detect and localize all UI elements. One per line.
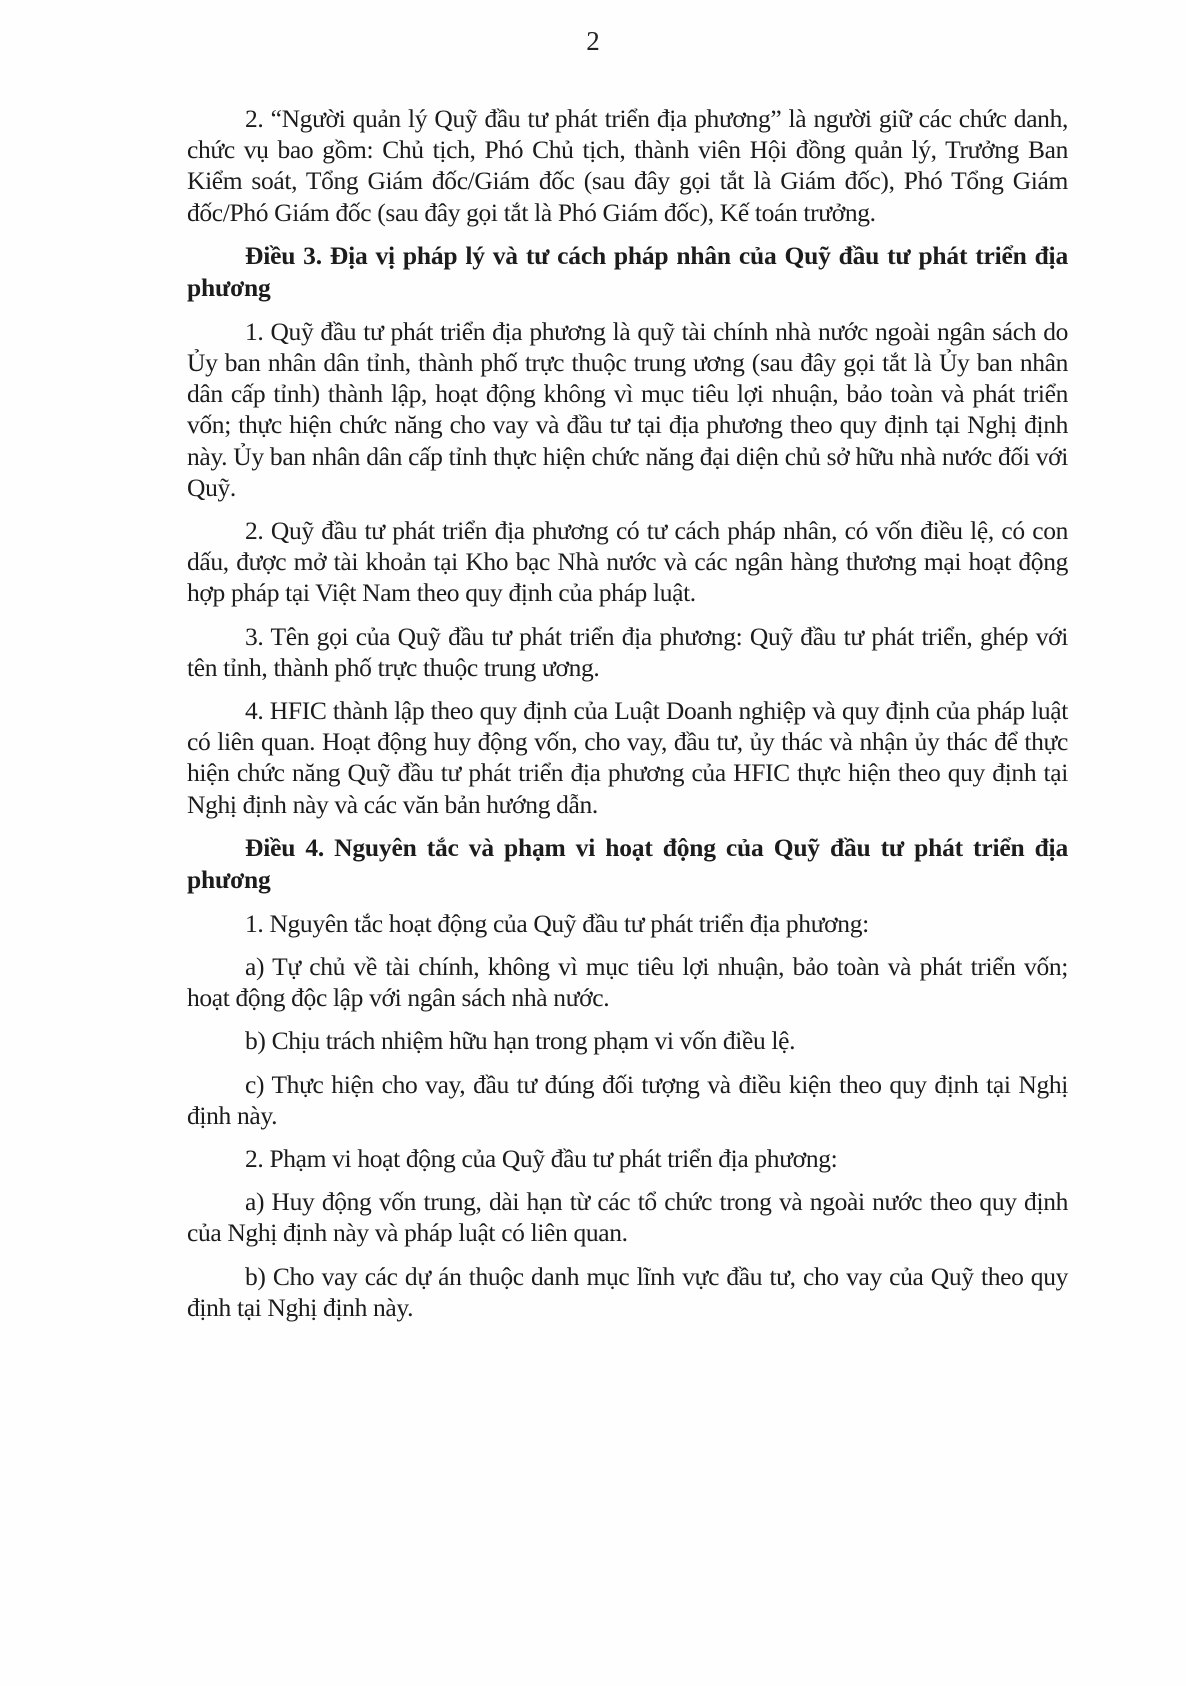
article-4-clause-1: 1. Nguyên tắc hoạt động của Quỹ đầu tư phát triển địa phương: — [245, 908, 869, 938]
article-3-clause-3: 3. Tên gọi của Quỹ đầu tư phát triển địa phương: Quỹ đầu tư phát triển, ghép với tên tỉnh, thành phố trực thuộc trung ương. — [187, 621, 1068, 682]
article-4-clause-1c: c) Thực hiện cho vay, đầu tư đúng đối tượng và điều kiện theo quy định tại Nghị định này. — [187, 1069, 1068, 1130]
article-4-clause-1a: a) Tự chủ về tài chính, không vì mục tiêu lợi nhuận, bảo toàn và phát triển vốn; hoạt động độc lập với ngân sách nhà nước. — [187, 952, 1068, 1013]
article-3-clause-4: 4. HFIC thành lập theo quy định của Luật Doanh nghiệp và quy định của pháp luật có liên quan. Hoạt động huy động vốn, cho vay, đầu tư, ủy thác và nhận ủy thác để thực hiện chức năng Quỹ đầu tư phát triển địa phương của HFIC thực hiện theo quy định tại Nghị định này và các văn bản hướng dẫn. — [187, 696, 1068, 819]
article-4-clause-2b: b) Cho vay các dự án thuộc danh mục lĩnh vực đầu tư, cho vay của Quỹ theo quy định tại Nghị định này. — [187, 1261, 1068, 1322]
article-4-clause-2: 2. Phạm vi hoạt động của Quỹ đầu tư phát triển địa phương: — [245, 1144, 838, 1174]
article-3-heading: Điều 3. Địa vị pháp lý và tư cách pháp nhân của Quỹ đầu tư phát triển địa phương — [187, 240, 1068, 302]
article-3-clause-1: 1. Quỹ đầu tư phát triển địa phương là quỹ tài chính nhà nước ngoài ngân sách do Ủy ban nhân dân tỉnh, thành phố trực thuộc trung ương (sau đây gọi tắt là Ủy ban nhân dân cấp tỉnh) thành lập, hoạt động không vì mục tiêu lợi nhuận, bảo toàn và phát triển vốn; thực hiện chức năng cho vay và đầu tư tại địa phương theo quy định tại Nghị định này. Ủy ban nhân dân cấp tỉnh thực hiện chức năng đại diện chủ sở hữu nhà nước đối với Quỹ. — [187, 316, 1068, 502]
page-number: 2 — [586, 26, 600, 56]
article-3-clause-2: 2. Quỹ đầu tư phát triển địa phương có tư cách pháp nhân, có vốn điều lệ, có con dấu, được mở tài khoản tại Kho bạc Nhà nước và các ngân hàng thương mại hoạt động hợp pháp tại Việt Nam theo quy định của pháp luật. — [187, 516, 1068, 608]
document-body — [187, 103, 1068, 1335]
article-4-clause-2a: a) Huy động vốn trung, dài hạn từ các tổ chức trong và ngoài nước theo quy định của Nghị định này và pháp luật có liên quan. — [187, 1187, 1068, 1248]
article-4-heading: Điều 4. Nguyên tắc và phạm vi hoạt động của Quỹ đầu tư phát triển địa phương — [187, 832, 1068, 894]
article-4-clause-1b: b) Chịu trách nhiệm hữu hạn trong phạm vi vốn điều lệ. — [245, 1026, 796, 1056]
clause-2-definition-managers: 2. “Người quản lý Quỹ đầu tư phát triển địa phương” là người giữ các chức danh, chức vụ bao gồm: Chủ tịch, Phó Chủ tịch, thành viên Hội đồng quản lý, Trưởng Ban Kiểm soát, Tổng Giám đốc/Giám đốc (sau đây gọi tắt là Giám đốc), Phó Tổng Giám đốc/Phó Giám đốc (sau đây gọi tắt là Phó Giám đốc), Kế toán trưởng. — [187, 104, 1068, 227]
